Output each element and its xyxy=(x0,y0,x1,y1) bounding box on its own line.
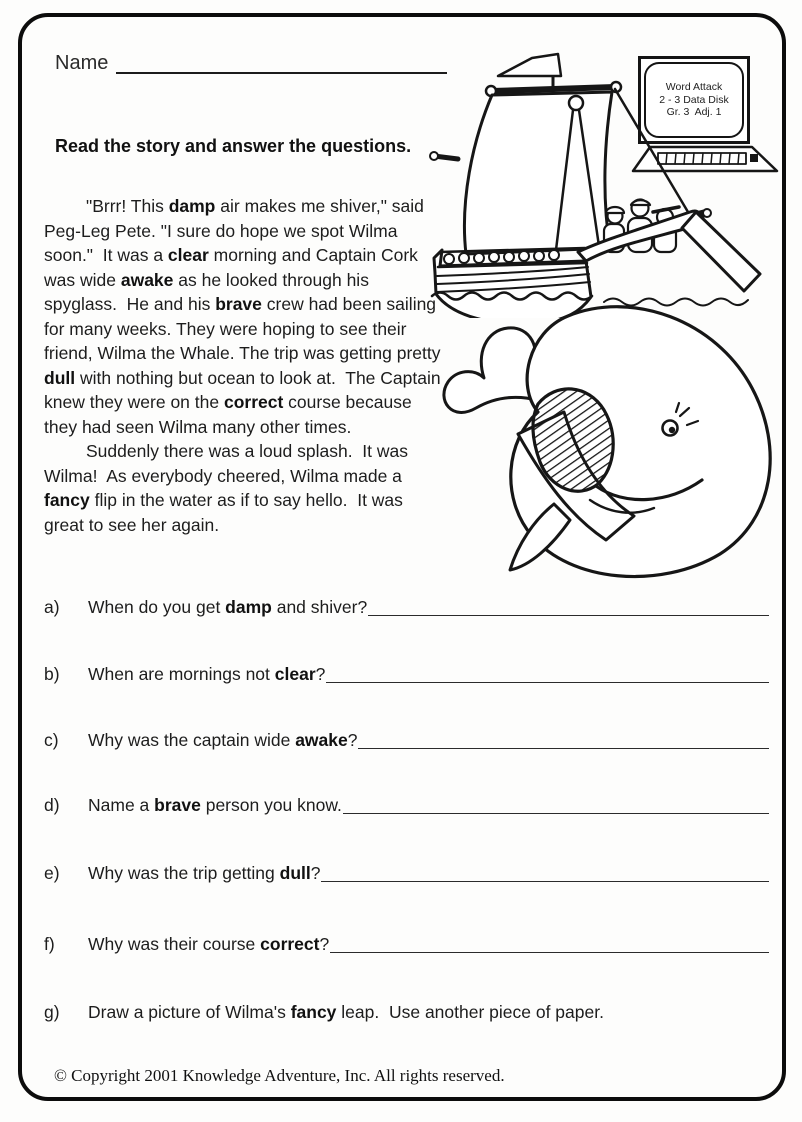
disk-label-line1: Word Attack xyxy=(665,81,723,94)
ship-illustration xyxy=(428,46,773,318)
question-label: d) xyxy=(44,795,60,815)
flag-icon xyxy=(498,54,561,88)
answer-line[interactable] xyxy=(368,615,769,616)
question-row-b xyxy=(44,661,769,685)
question-row-g xyxy=(44,999,769,1023)
question-text: Why was the trip getting dull? xyxy=(88,863,321,883)
answer-line[interactable] xyxy=(330,952,769,953)
story-paragraph: "Brrr! This damp air makes me shiver," said Peg-Leg Pete. "I sure do hope we spot Wilma soon." It was a clear morning and Captain Cork was wide awake as he looked through his spyglass. He and his brave crew had been sailing for many weeks. They were hoping to see their friend, Wilma the Whale. The trip was getting pretty dull with nothing but ocean to look at. The Captain knew they were on the correct course because they had seen Wilma many other times. xyxy=(44,196,446,437)
question-text: Draw a picture of Wilma's fancy leap. Use another piece of paper. xyxy=(88,1002,604,1022)
question-text: When are mornings not clear? xyxy=(88,664,326,684)
disk-label-line3: Gr. 3 Adj. 1 xyxy=(666,106,722,119)
question-text: When do you get damp and shiver? xyxy=(88,597,368,617)
question-label: f) xyxy=(44,934,55,954)
sail xyxy=(430,82,621,254)
story-text xyxy=(44,194,446,537)
name-label: Name xyxy=(55,52,109,74)
copyright-notice: © Copyright 2001 Knowledge Adventure, Inc. All rights reserved. xyxy=(54,1066,505,1085)
question-label: e) xyxy=(44,863,60,883)
answer-line[interactable] xyxy=(321,881,769,882)
question-row-f xyxy=(44,931,769,955)
question-row-a xyxy=(44,594,769,618)
story-paragraph: Suddenly there was a loud splash. It was Wilma! As everybody cheered, Wilma made a fancy flip in the water as if to say hello. It was great to see her again. xyxy=(44,441,413,535)
question-label: g) xyxy=(44,1002,60,1022)
whale-illustration xyxy=(418,288,790,588)
instruction-heading: Read the story and answer the questions. xyxy=(55,136,412,156)
answer-line[interactable] xyxy=(326,682,769,683)
question-label: a) xyxy=(44,597,60,617)
question-row-e xyxy=(44,860,769,884)
disk-label-line2: 2 - 3 Data Disk xyxy=(659,93,729,106)
name-blank-line[interactable] xyxy=(116,50,447,74)
question-label: c) xyxy=(44,730,59,750)
question-text: Why was their course correct? xyxy=(88,934,330,954)
question-text: Name a brave person you know. xyxy=(88,795,342,815)
question-label: b) xyxy=(44,664,60,684)
question-row-c xyxy=(44,727,769,751)
question-row-d xyxy=(44,792,769,816)
answer-line[interactable] xyxy=(343,813,769,814)
question-text: Why was the captain wide awake? xyxy=(88,730,358,750)
name-row xyxy=(55,50,447,75)
answer-line[interactable] xyxy=(358,748,769,749)
